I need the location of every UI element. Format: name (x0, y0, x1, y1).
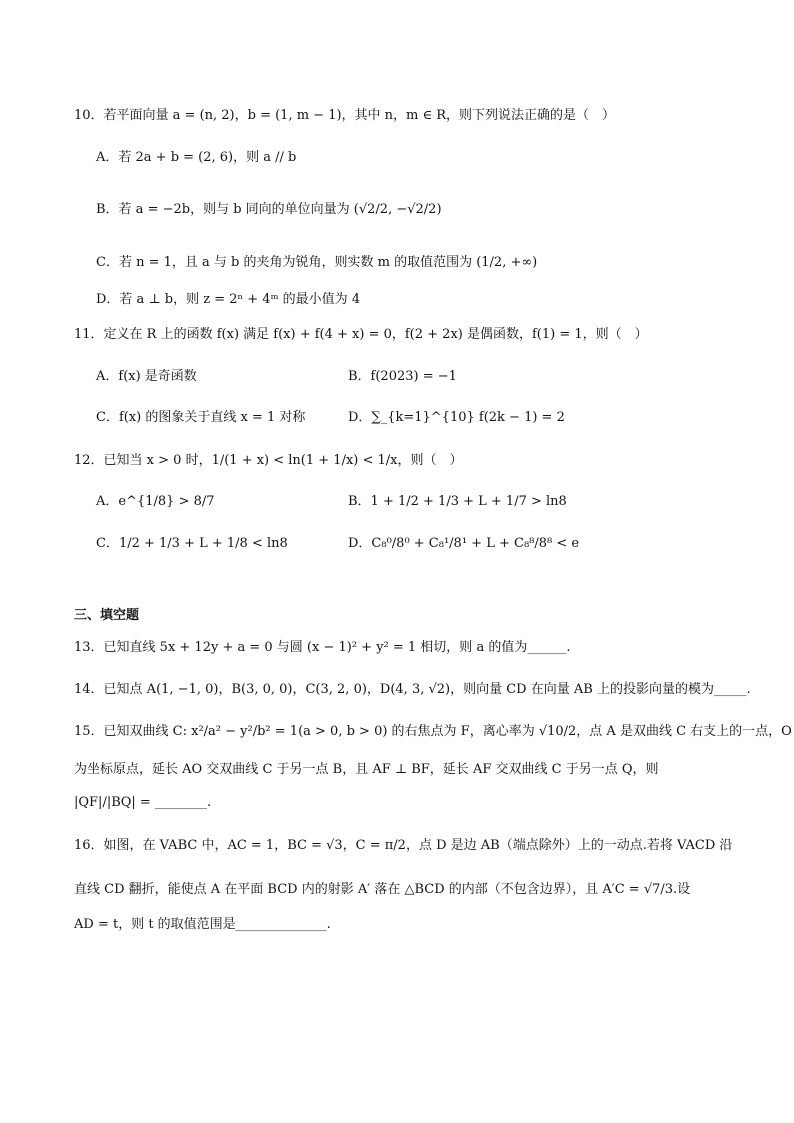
question-15-line-1: 15．已知双曲线 C: x²/a² − y²/b² = 1(a > 0, b > 0) 的右焦点为 F，离心率为 √10/2，点 A 是双曲线 C 右支上的一点，O (74, 724, 792, 739)
question-12-option-d: D．C₈⁰/8⁰ + C₈¹/8¹ + L + C₈⁸/8⁸ < e (348, 536, 580, 551)
question-10-stem: 10．若平面向量 a = (n, 2)，b = (1, m − 1)，其中 n，m ∈ R，则下列说法正确的是（ ） (74, 108, 616, 123)
section-heading-fill-in: 三、填空题 (74, 608, 140, 623)
question-14: 14．已知点 A(1, −1, 0)，B(3, 0, 0)，C(3, 2, 0)，D(4, 3, √2)，则向量 CD 在向量 AB 上的投影向量的模为_____. (74, 682, 751, 697)
question-16-line-3: AD = t，则 t 的取值范围是______________. (74, 917, 331, 932)
question-15-line-3: |QF|/|BQ| = ________. (74, 795, 212, 810)
question-13: 13．已知直线 5x + 12y + a = 0 与圆 (x − 1)² + y² = 1 相切，则 a 的值为______. (74, 640, 571, 655)
question-15-line-2: 为坐标原点，延长 AO 交双曲线 C 于另一点 B，且 AF ⊥ BF，延长 AF 交双曲线 C 于另一点 Q，则 (74, 762, 659, 777)
question-10-option-b: B．若 a = −2b，则与 b 同向的单位向量为 (√2/2, −√2/2) (96, 202, 442, 217)
question-12-stem: 12．已知当 x > 0 时，1/(1 + x) < ln(1 + 1/x) < 1/x，则（ ） (74, 453, 463, 468)
question-10-option-d: D．若 a ⊥ b，则 z = 2ⁿ + 4ᵐ 的最小值为 4 (96, 292, 361, 307)
question-11-option-b: B．f(2023) = −1 (348, 369, 457, 384)
question-16-line-2: 直线 CD 翻折，能使点 A 在平面 BCD 内的射影 A′ 落在 △BCD 的内部（不包含边界），且 A′C = √7/3.设 (74, 882, 691, 897)
question-12-option-a: A．e^{1/8} > 8/7 (96, 494, 215, 509)
question-10-option-c: C．若 n = 1，且 a 与 b 的夹角为锐角，则实数 m 的取值范围为 (1/2, +∞) (96, 255, 538, 270)
question-12-option-c: C．1/2 + 1/3 + L + 1/8 < ln8 (96, 536, 288, 551)
question-10-option-a: A．若 2a + b = (2, 6)，则 a // b (96, 150, 297, 165)
question-11-option-a: A．f(x) 是奇函数 (96, 369, 197, 384)
question-12-option-b: B．1 + 1/2 + 1/3 + L + 1/7 > ln8 (348, 494, 567, 509)
question-16-line-1: 16．如图，在 VABC 中，AC = 1，BC = √3，C = π/2，点 D 是边 AB（端点除外）上的一动点.若将 VACD 沿 (74, 838, 733, 853)
question-11-option-d: D．∑_{k=1}^{10} f(2k − 1) = 2 (348, 410, 565, 425)
question-11-option-c: C．f(x) 的图象关于直线 x = 1 对称 (96, 410, 306, 425)
question-11-stem: 11．定义在 R 上的函数 f(x) 满足 f(x) + f(4 + x) = 0，f(2 + 2x) 是偶函数，f(1) = 1，则（ ） (74, 327, 648, 342)
